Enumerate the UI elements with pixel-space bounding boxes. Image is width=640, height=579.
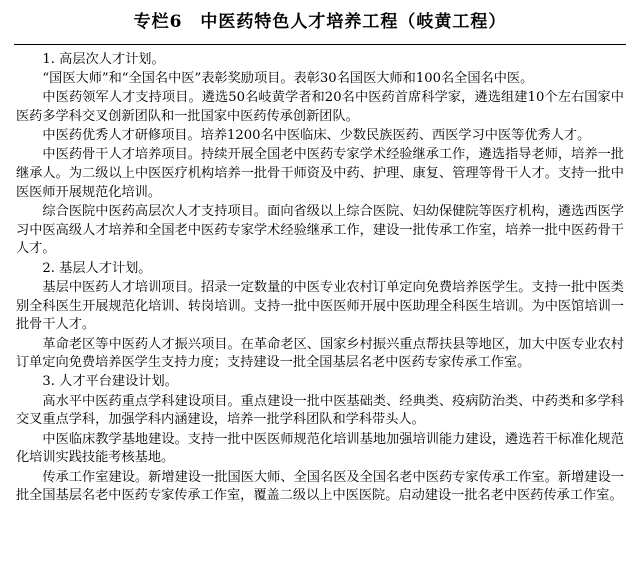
paragraph: 中医药骨干人才培养项目。持续开展全国老中医药专家学术经验继承工作，遴选指导老师，培养一批继承人。为二级以上中医医疗机构培养一批骨干师资及中药、护理、康复、管理等骨干人才。支持一批中医医师开展规范化培训。 — [16, 147, 624, 200]
paragraph: 2. 基层人才计划。 — [42, 260, 152, 276]
paragraph: 中医药领军人才支持项目。遴选50名岐黄学者和20名中医药首席科学家，遴选组建10个左右国家中医药多学科交叉创新团队和一批国家中医药传承创新团队。 — [16, 89, 624, 124]
paragraph: 基层中医药人才培训项目。招录一定数量的中医专业农村订单定向免费培养医学生。支持一批中医类别全科医生开展规范化培训、转岗培训。支持一批中医医师开展中医助理全科医生培训。为中医馆培训一批骨干人才。 — [16, 279, 624, 333]
document-body — [0, 51, 640, 507]
paragraph: 传承工作室建设。新增建设一批国医大师、全国名医及全国名老中医药专家传承工作室。新增建设一批全国基层名老中医药专家传承工作室，覆盖二级以上中医医院。启动建设一批名老中医药传承工作室。 — [16, 469, 624, 504]
paragraph: 3. 人才平台建设计划。 — [42, 374, 178, 390]
paragraph: 高水平中医药重点学科建设项目。重点建设一批中医基础类、经典类、疫病防治类、中药类和多学科交叉重点学科，加强学科内涵建设，培养一批学科团队和学科带头人。 — [16, 393, 624, 428]
page-title: 专栏6 中医药特色人才培养工程（岐黄工程） — [133, 12, 507, 32]
paragraph: 1. 高层次人才计划。 — [42, 51, 165, 67]
paragraph: 综合医院中医药高层次人才支持项目。面向省级以上综合医院、妇幼保健院等医疗机构，遴选西医学习中医高级人才培养和全国老中医药专家学术经验继承工作，建设一批传承工作室，培养一批中医药骨干人才。 — [16, 203, 624, 257]
paragraph: 中医临床教学基地建设。支持一批中医医师规范化培训基地加强培训能力建设，遴选若干标准化规范化培训实践技能考核基地。 — [16, 431, 624, 466]
paragraph: “国医大师”和“全国名中医”表彰奖励项目。表彰30名国医大师和100名全国名中医。 — [42, 70, 534, 86]
title-divider — [14, 44, 626, 45]
paragraph: 革命老区等中医药人才振兴项目。在革命老区、国家乡村振兴重点帮扶县等地区，加大中医专业农村订单定向免费培养医学生支持力度；支持建设一批全国基层名老中医药专家传承工作室。 — [16, 336, 624, 371]
paragraph: 中医药优秀人才研修项目。培养1200名中医临床、少数民族医药、西医学习中医等优秀人才。 — [42, 127, 591, 143]
